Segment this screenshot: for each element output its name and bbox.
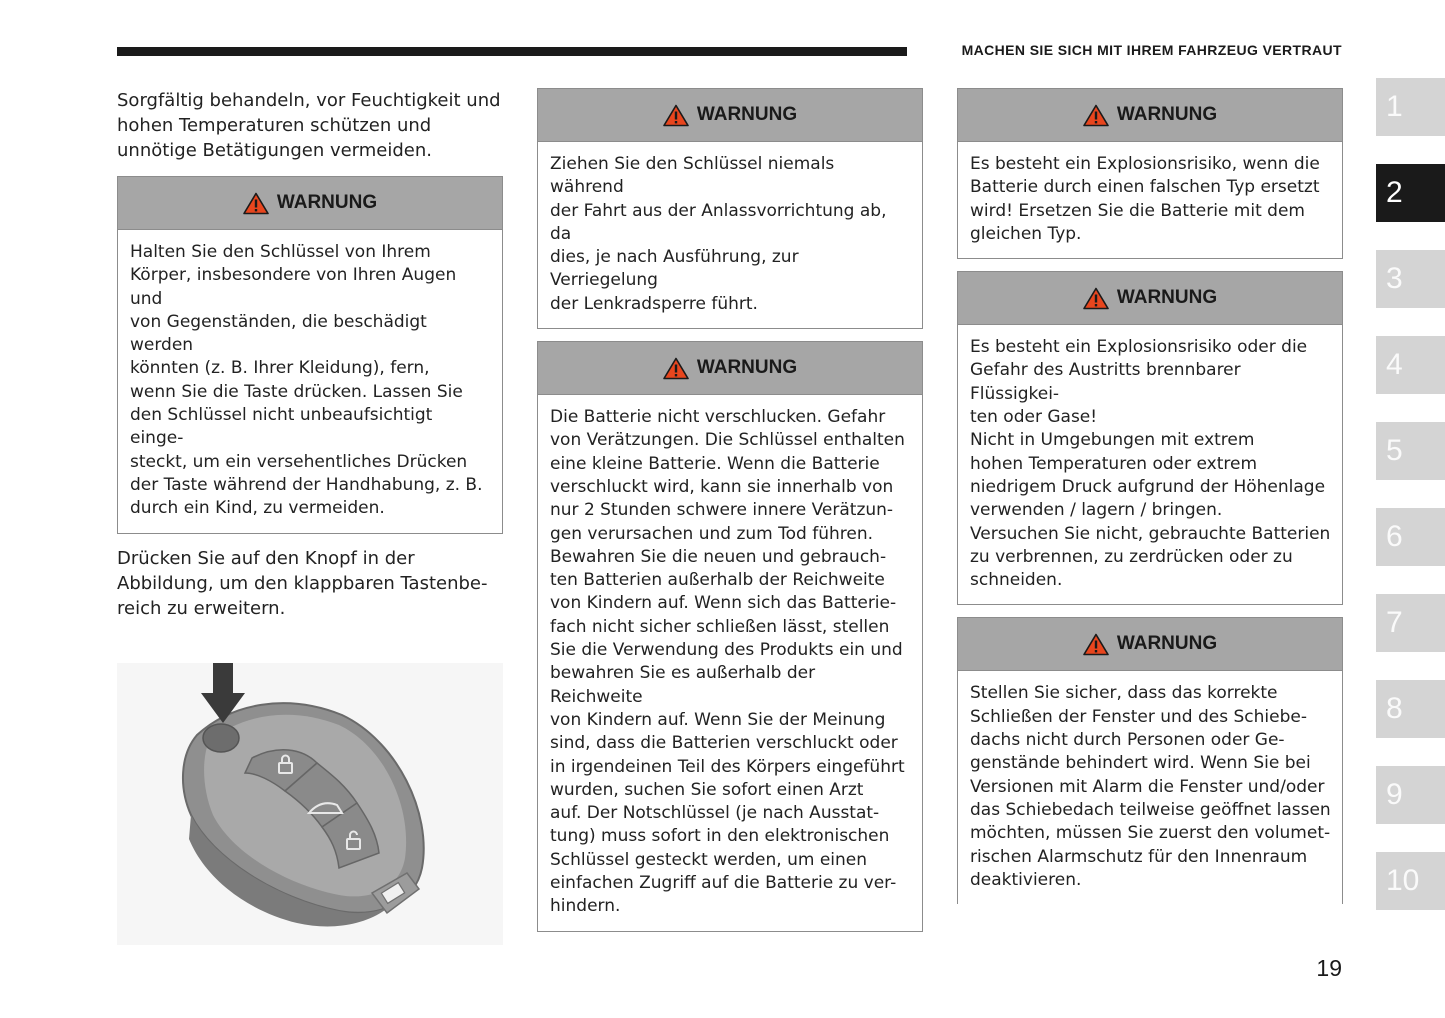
warning-header xyxy=(958,618,1342,671)
warning-triangle-icon xyxy=(663,357,689,380)
warning-box xyxy=(537,88,923,329)
intro-paragraph: Sorgfältig behandeln, vor Feuchtigkeit und hohen Temperaturen schützen und unnötige Betätigungen vermeiden. xyxy=(117,90,501,161)
warning-triangle-icon xyxy=(1083,104,1109,127)
warning-header xyxy=(118,177,502,230)
page-number: 19 xyxy=(1316,955,1342,981)
column-right xyxy=(957,88,1343,904)
warning-text: Stellen Sie sicher, dass das korrekte Schließen der Fenster und des Schiebe- dachs nicht durch Personen oder Ge- genstände behindert wird. Wenn Sie bei Versionen mit Alarm die Fenster und/oder das Schiebedach teilweise geöffnet lassen möchten, müssen Sie zuerst den volumet- rischen Alarmschutz für den Innenraum deaktivieren. xyxy=(970,683,1331,890)
warning-box xyxy=(117,176,503,534)
warning-header xyxy=(538,89,922,142)
warning-label: WARNUNG xyxy=(1116,633,1218,655)
chapter-tab-2[interactable]: 2 xyxy=(1376,164,1445,222)
warning-header xyxy=(958,272,1342,325)
chapter-tab-5[interactable]: 5 xyxy=(1376,422,1445,480)
chapter-tab-6[interactable]: 6 xyxy=(1376,508,1445,566)
column-left xyxy=(117,88,503,945)
warning-box xyxy=(957,271,1343,605)
chapter-tab-4[interactable]: 4 xyxy=(1376,336,1445,394)
warning-text: Es besteht ein Explosionsrisiko, wenn die Batterie durch einen falschen Typ ersetzt wird! Ersetzen Sie die Batterie mit dem gleichen Typ. xyxy=(970,154,1320,244)
chapter-tab-1[interactable]: 1 xyxy=(1376,78,1445,136)
column-middle xyxy=(537,88,923,932)
warning-triangle-icon xyxy=(243,192,269,215)
warning-header xyxy=(958,89,1342,142)
warning-label: WARNUNG xyxy=(276,192,378,213)
chapter-tab-3[interactable]: 3 xyxy=(1376,250,1445,308)
warning-label: WARNUNG xyxy=(1116,287,1218,309)
warning-triangle-icon xyxy=(1083,287,1109,310)
key-fob-illustration xyxy=(117,663,503,945)
chapter-tab-9[interactable]: 9 xyxy=(1376,766,1445,824)
warning-triangle-icon xyxy=(1083,633,1109,656)
warning-text: Ziehen Sie den Schlüssel niemals während der Fahrt aus der Anlassvorrichtung ab, da dies, je nach Ausführung, zur Verriegelung der Lenkradsperre führt. xyxy=(550,154,887,314)
warning-label: WARNUNG xyxy=(696,357,798,379)
warning-box xyxy=(537,341,923,932)
warning-label: WARNUNG xyxy=(1116,104,1218,125)
warning-triangle-icon xyxy=(663,104,689,127)
warning-label: WARNUNG xyxy=(696,104,798,125)
instruction-paragraph: Drücken Sie auf den Knopf in der Abbildung, um den klappbaren Tastenbe-reich zu erweitern. xyxy=(117,547,488,619)
chapter-tab-8[interactable]: 8 xyxy=(1376,680,1445,738)
warning-text: Halten Sie den Schlüssel von Ihrem Körper, insbesondere von Ihren Augen und von Gegenständen, die beschädigt werden könnten (z. B. Ihrer Kleidung), fern, wenn Sie die Taste drücken. Lassen Sie den Schlüssel nicht unbeaufsichtigt einge- steckt, um ein versehentliches Drücken der Taste während der Handhabung, z. B. durch ein Kind, zu vermeiden. xyxy=(130,242,483,519)
chapter-tabs xyxy=(1376,78,1445,938)
header-rule xyxy=(117,47,907,56)
warning-text: Es besteht ein Explosionsrisiko oder die Gefahr des Austritts brennbarer Flüssigkei- ten oder Gase! Nicht in Umgebungen mit extrem hohen Temperaturen oder extrem niedrigem Druck aufgrund der Höhenlage verwenden / lagern / bringen. Versuchen Sie nicht, gebrauchte Batterien zu verbrennen, zu zerdrücken oder zu schneiden. xyxy=(970,337,1331,591)
warning-header xyxy=(538,342,922,395)
chapter-tab-7[interactable]: 7 xyxy=(1376,594,1445,652)
warning-text: Die Batterie nicht verschlucken. Gefahr von Verätzungen. Die Schlüssel enthalten eine kleine Batterie. Wenn die Batterie verschluckt wird, kann sie innerhalb von nur 2 Stunden schwere innere Verätzun- gen verursachen und zum Tod führen. Bewahren Sie die neuen und gebrauch- ten Batterien außerhalb der Reichweite von Kindern auf. Wenn sich das Batterie- fach nicht sicher schließen lässt, stellen Sie die Verwendung des Produkts ein und bewahren Sie es außerhalb der Reichweite von Kindern auf. Wenn Sie der Meinung sind, dass die Batterien verschluckt oder in irgendeinen Teil des Körpers eingeführt wurden, suchen Sie sofort einen Arzt auf. Der Notschlüssel (je nach Ausstat- tung) muss sofort in den elektronischen Schlüssel gesteckt werden, um einen einfachen Zugriff auf die Batterie zu ver- hindern. xyxy=(550,407,905,917)
warning-box xyxy=(957,88,1343,259)
warning-box xyxy=(957,617,1343,904)
chapter-tab-10[interactable]: 10 xyxy=(1376,852,1445,910)
section-header: MACHEN SIE SICH MIT IHREM FAHRZEUG VERTRAUT xyxy=(961,42,1342,58)
